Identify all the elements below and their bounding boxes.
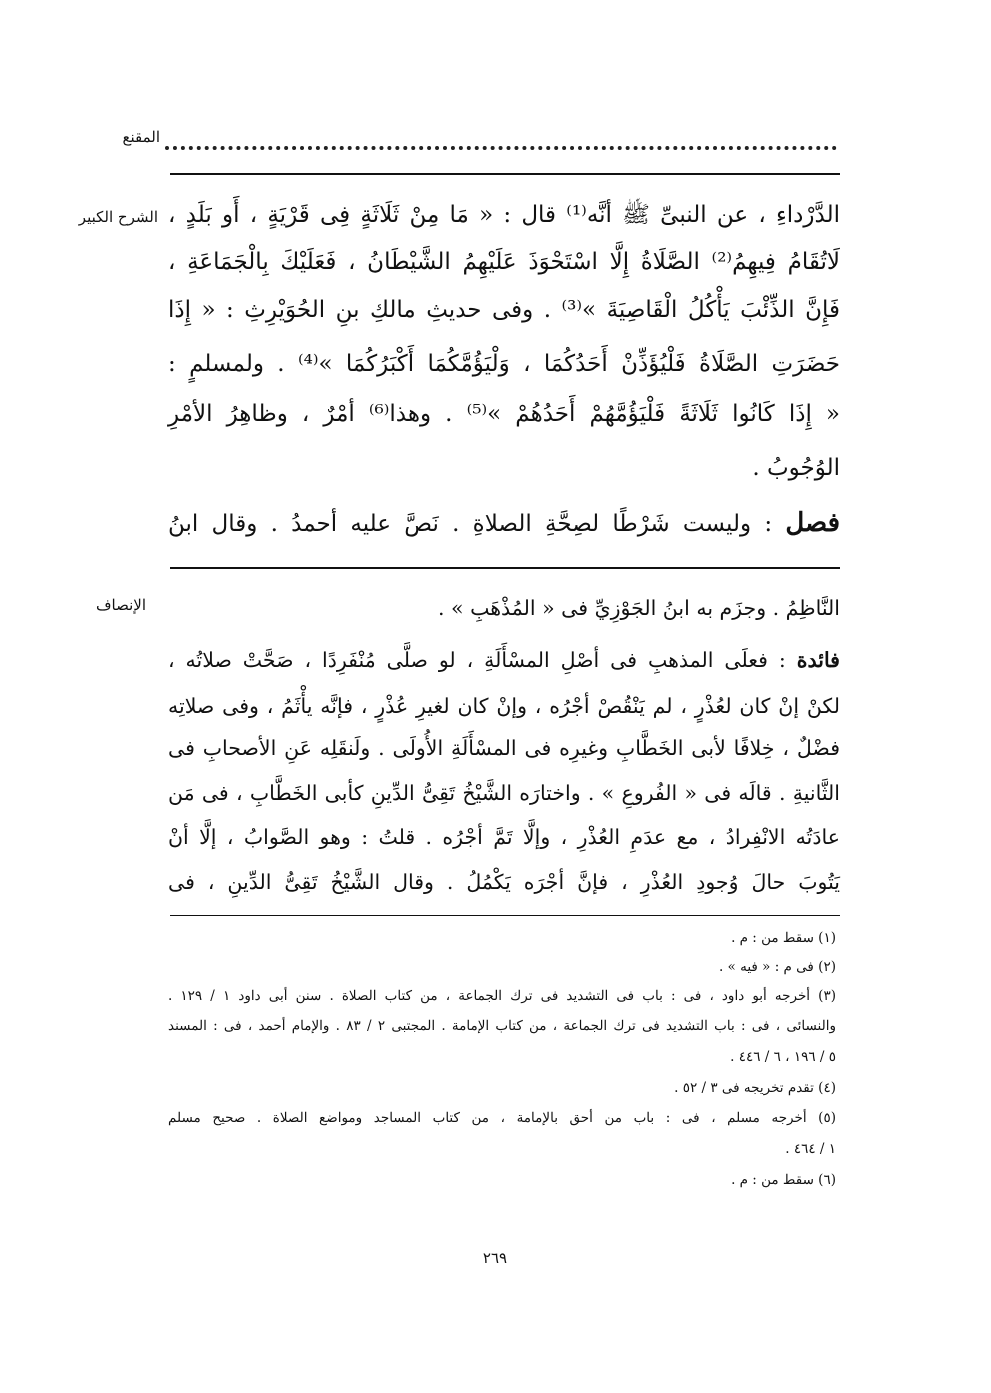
insaf-line-5: الثَّانيةِ . قالَه فى « الفُروعِ » . واختارَه الشَّيْخُ تَقِىُّ الدِّينِ كأبى الخَطَّابِ ، فى مَن (168, 781, 840, 805)
sharh-line-1: الدَّرْداءِ ، عن النبىِّ ﷺ أنَّه⁽¹⁾ قال : « مَا مِنْ ثَلَاثَةٍ فِى قَرْيَةٍ ، أَو بَلَدٍ ، (168, 202, 840, 228)
footnote-1: (١) سقط من : م . (731, 930, 836, 946)
page-number: ٢٦٩ (482, 1249, 508, 1267)
sharh-line-3: فَإِنَّ الذِّئْبَ يَأْكُلُ الْقَاصِيَةَ »⁽³⁾ . وفى حديثِ مالكِ بنِ الحُوَيْرِثِ : « إِذَا (168, 297, 840, 323)
insaf-line-1: النَّاظِمُ . وجزَم به ابنُ الجَوْزِيِّ فى « المُذْهَبِ » . (438, 596, 840, 620)
insaf-line-4: فضْلٌ ، خِلافًا لأبى الخَطَّابِ وغيرِه فى المسْأَلَةِ الأُولَى . ولَنقَلِه عَنِ الأصحابِ فى (168, 736, 840, 760)
insaf-line-6: عادَتُه الانْفِرادُ ، مع عدَمِ العُذْرِ ، وإلَّا تَمَّ أجْرُه . قلتُ : وهو الصَّوابُ ، إلَّا أنْ (168, 825, 840, 849)
sharh-line-5: « إِذَا كَانُوا ثَلَاثَةً فَلْيَؤُمَّهُمْ أَحَدُهُمْ »⁽⁵⁾ . وهذا⁽⁶⁾ أمْرٌ ، وظاهِرُ الأمْرِ (168, 401, 840, 427)
footnote-rule (170, 915, 840, 916)
fasl-paragraph (168, 508, 840, 538)
fasl-heading: فصل (785, 508, 840, 538)
faida-paragraph (168, 648, 840, 672)
sharh-line-6: الوُجُوبُ . (752, 455, 840, 481)
sharh-line-2: لَاتُقَامُ فِيهِمُ⁽²⁾ الصَّلَاةُ إِلَّا اسْتَحْوَذَ عَلَيْهِمُ الشَّيْطَانُ ، فَعَلَيْكَ بِالْجَمَاعَةِ ، (168, 249, 840, 275)
footnote-4: (٤) تقدم تخريجه فى ٣ / ٥٢ . (674, 1080, 836, 1096)
middle-rule (170, 567, 840, 569)
footnote-5: (٥) أخرجه مسلم ، فى : باب من أحق بالإمامة ، من كتاب المساجد ومواضع الصلاة . صحيح مسلم (168, 1110, 836, 1126)
footnote-5-cont: ١ / ٤٦٤ . (785, 1141, 836, 1157)
header-side-label: المقنع (122, 128, 160, 146)
footnote-3-cont: والنسائى ، فى : باب التشديد فى ترك الجماعة ، من كتاب الإمامة . المجتبى ٢ / ٨٣ . والإمام أحمد ، فى : المسند (168, 1018, 836, 1034)
faida-heading: فائدة (796, 648, 840, 672)
insaf-line-7: يَتُوبَ حالَ وُجودِ العُذْرِ ، فإنَّ أجْرَه يَكْمُلُ . وقال الشَّيْخُ تَقِىُّ الدِّينِ ، فى (168, 870, 840, 894)
insaf-line-3: لكنْ إنْ كان لعُذْرٍ ، لم يَنْقُصْ أجْرُه ، وإنْ كان لغيرِ عُذْرٍ ، فإنَّه يأْثَمُ ، وفى صلاتِه (168, 694, 840, 718)
footnote-3: (٣) أخرجه أبو داود ، فى : باب فى التشديد فى ترك الجماعة ، من كتاب الصلاة . سنن أبى داود ١ / ١٢٩ . (168, 988, 836, 1004)
sharh-line-4: حَضَرَتِ الصَّلَاةُ فَلْيُؤَذِّنْ أَحَدُكُمَا ، وَلْيَؤُمَّكُمَا أَكْبَرُكُمَا »⁽⁴⁾ . ولمسلمٍ : (168, 351, 840, 377)
footnote-6: (٦) سقط من : م . (731, 1172, 836, 1188)
header-dotted-rule (165, 146, 837, 150)
faida-text: : فعلَى المذهبِ فى أصْلِ المسْأَلَةِ ، لو صلَّى مُنْفَرِدًا ، صَحَّتْ صلاتُه ، (168, 648, 786, 672)
footnote-3-cont-2: ٥ / ١٩٦ ، ٦ / ٤٤٦ . (730, 1049, 836, 1065)
footnote-2: (٢) فى م : « فيه » . (718, 959, 836, 975)
top-rule (170, 173, 840, 175)
insaf-side-label: الإنصاف (95, 596, 146, 614)
sharh-side-label: الشرح الكبير (78, 208, 158, 226)
fasl-text: : وليست شَرْطًا لصِحَّةِ الصلاةِ . نَصَّ عليه أحمدُ . وقال ابنُ (168, 511, 773, 537)
